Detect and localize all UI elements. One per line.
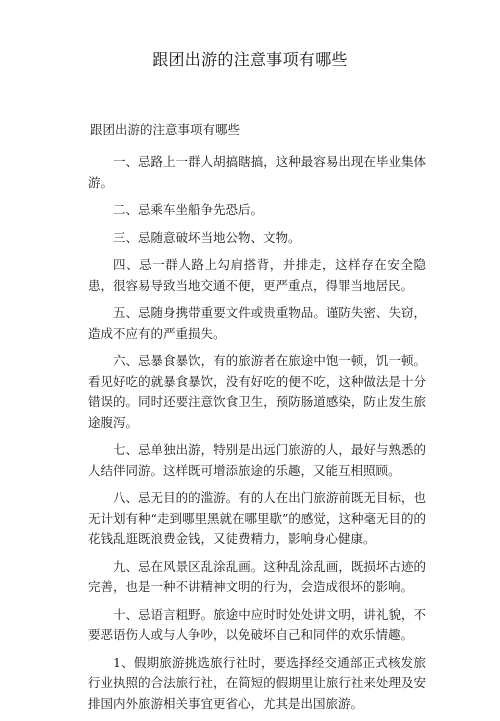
paragraph-2: 二、忌乘车坐船争先恐后。 — [113, 202, 264, 217]
paragraph-10: 十、忌语言粗野。旅途中应时时处处讲文明，讲礼貌，不要恶语伤人或与人争吵，以免破坏自己和同伴的欢乐情趣。 — [88, 606, 426, 642]
paragraph-9: 九、忌在风景区乱涂乱画。这种乱涂乱画，既损坏古迹的完善，也是一种不讲精神文明的行为，会造成很坏的影响。 — [88, 558, 426, 594]
document-title: 跟团出游的注意事项有哪些 — [152, 50, 348, 69]
paragraph-3: 三、忌随意破坏当地公物、文物。 — [113, 229, 301, 245]
paragraph-8: 八、忌无目的的滥游。有的人在出门旅游前既无目标，也无计划有种“走到哪里黑就在哪里歇”的感觉，这种毫无目的的花钱乱逛既浪费金钱，又徒费精力，影响身心健康。 — [88, 490, 426, 546]
section-heading: 跟团出游的注意事项有哪些 — [90, 122, 241, 137]
paragraph-5: 五、忌随身携带重要文件或贵重物品。谨防失密、失窃，造成不应有的严重损失。 — [88, 305, 426, 341]
paragraph-6: 六、忌暴食暴饮，有的旅游者在旅途中饱一顿，饥一顿。看见好吃的就暴食暴饮，没有好吃的便不吃，这种做法是十分错误的。同时还要注意饮食卫生，预防肠道感染，防止发生旅途腹泻。 — [88, 353, 426, 430]
paragraph-11: 1、假期旅游挑选旅行社时，要选择经交通部正式核发旅行业执照的合法旅行社，在简短的假期里让旅行社来处理及安排国内外旅游相关事宜更省心，尤其是出国旅游。 — [88, 654, 426, 711]
paragraph-7: 七、忌单独出游，特别是出远门旅游的人，最好与熟悉的人结伴同游。这样既可增添旅途的乐趣，又能互相照顾。 — [88, 442, 426, 478]
document-body — [88, 120, 426, 721]
paragraph-1: 一、忌路上一群人胡搞瞎搞，这种最容易出现在毕业集体游。 — [88, 154, 426, 190]
paragraph-4: 四、忌一群人路上勾肩搭背，并排走，这样存在安全隐患，很容易导致当地交通不便，更严重点，得罪当地居民。 — [88, 257, 426, 293]
